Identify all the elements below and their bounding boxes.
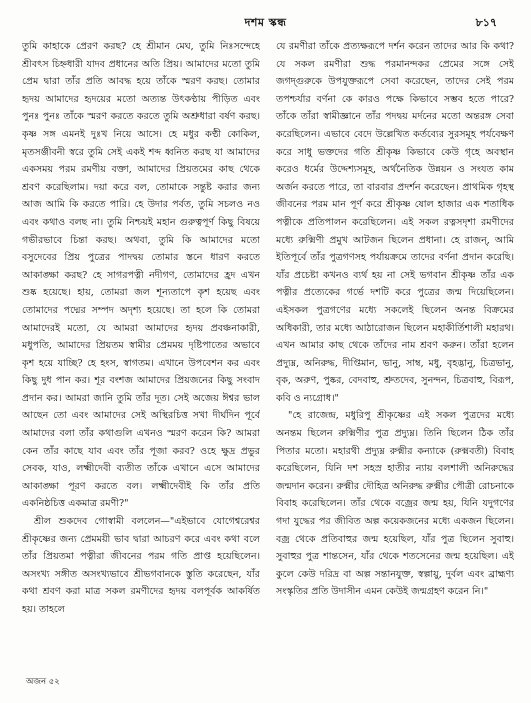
paragraph: তুমি কাহাকে প্রেরণ করছ? হে শ্রীমান মেঘ, তুমি নিঃসন্দেহে শ্রীবৎস চিহ্নধারী যাদব প্রধানের অতি প্রিয়। আমাদের মতো তুমি প্রেম দ্বারা তাঁর প্রতি আবদ্ধ হয়ে তাঁকে স্মরণ করছ। তোমার হৃদয় আমাদের হৃদয়ের মতো অত্যন্ত উৎকণ্ঠায় পীড়িত এবং পুনঃ পুনঃ তাঁকে স্মরণ করতে করতে তুমি অশ্রুধারা বর্ষণ করছ। কৃষ্ণ সঙ্গ এমনই দুঃখ নিয়ে আসে। হে মধুর কণ্ঠী কোকিল, মৃতসঞ্জীবনী স্বরে তুমি সেই একই শব্দ ধ্বনিত করছ যা আমাদের একসময় পরম রমণীয় বক্তা, আমাদের প্রিয়তমের কাছ থেকে শ্রবণ করেছিলাম। দয়া করে বল, তোমাকে সন্তুষ্ট করার জন্য আজ আমি কি করতে পারি। হে উদার পর্বত, তুমি সচলও নও এবং কথাও বলছ না। তুমি নিশ্চয়ই মহান গুরুত্বপূর্ণ কিছু বিষয়ে গভীরভাবে চিন্তা করছ। অথবা, তুমি কি আমাদের মতো বসুদেবের প্রিয় পুত্রের পাদদ্বয় তোমার স্তনে ধারণ করতে আকাঙ্ক্ষা করছ? হে সাগরপত্নী নদীগণ, তোমাদের হ্রদ এখন শুষ্ক হয়েছে। হায়, তোমরা জল শূন্যতাপে কৃশ হয়েছ এবং তোমাদের পদ্মের সম্পদ অদৃশ্য হয়েছে। তা হলে কি তোমরা আমাদেরই মতো, যে আমরা আমাদের হৃদয় প্রবঞ্চনাকারী, মধুপতি, আমাদের প্রিয়তম স্বামীর প্রেমময় দৃষ্টিপাতের অভাবে কৃশ হয়ে যাচ্ছি? হে হংস, স্বাগতম। এখানে উপবেশন কর এবং কিছু দুধ পান কর। শূর বংশজ আমাদের প্রিয়জনের কিছু সংবাদ প্রদান কর। আমরা জানি তুমি তাঁর দূত। সেই অজেয় ঈশ্বর ভাল আছেন তো এবং আমাদের সেই অস্থিরচিত্ত সখা দীর্ঘদিন পূর্বে আমাদের বলা তাঁর কথাগুলি এখনও স্মরণ করেন কি? আমরা কেন তাঁর কাছে যাব এবং তাঁর পূজা করব? ওহে ক্ষুদ্র প্রভুর সেবক, যাও, লক্ষ্মীদেবী ব্যতীত তাঁকে এখানে এসে আমাদের আকাঙ্ক্ষা পূরণ করতে বল। লক্ষ্মীদেবীই কি তাঁর প্রতি একনিষ্ঠচিত্ত একমাত্র রমণী?" (22, 41, 260, 510)
text-columns (22, 38, 514, 658)
page-header (0, 14, 531, 34)
page-number: ৮১৭ (475, 16, 497, 29)
right-column (276, 38, 514, 658)
page-footer: অজন ৫২ (26, 677, 60, 687)
paragraph: যে রমণীরা তাঁকে প্রত্যক্ষরূপে দর্শন করেন তাদের আর কি কথা? যে সকল রমণীরা শুদ্ধ পরমানন্দকর প্রেমের সঙ্গে সেই জগদ্গুরুকে উপযুক্তরূপে সেবা করেছেন, তাদের সেই পরম তপশ্চর্যার বর্ণনা কে কারও পক্ষে কিভাবে সম্ভব হতে পারে? তাঁকে তাঁরা স্বামীজ্ঞানে তাঁর পদদ্বয় মর্দনের মতো অন্তরঙ্গ সেবা করেছিলেন। এভাবে বেদে উল্লেখিত কর্তব্যের সুরসমূহ পর্যবেক্ষণ করে সাধু ভক্তদের গতি শ্রীকৃষ্ণ কিভাবে কেউ গৃহে অবস্থান করেও ধর্মের উদ্দেশ্যসমূহ, অর্থনৈতিক উন্নয়ন ও সংযত কাম অর্জন করতে পারে, তা বারবার প্রদর্শন করেছেন। প্রাথমিক গৃহস্থ জীবনের পরম মান পূর্ণ করে শ্রীকৃষ্ণ ষোল হাজার এক শতাধিক পত্নীকে প্রতিপালন করেছিলেন। এই সকল রত্নসদৃশা রমণীদের মধ্যে রুক্মিণী প্রমুখ আটজন ছিলেন প্রধানা। হে রাজন্, আমি ইতিপূর্বে তাঁর পুত্রগণসহ পর্যায়ক্রমে তাদের বর্ণনা প্রদান করেছি। যাঁর প্রচেষ্টা কখনও ব্যর্থ হয় না সেই ভগবান শ্রীকৃষ্ণ তাঁর এক পত্নীর প্রত্যেকের গর্ভে দশটি করে পুত্রের জন্ম দিয়েছিলেন। এইসকল পুত্রগণের মধ্যে সকলেই ছিলেন অনন্ত বিক্রমের অধিকারী, তার মধ্যে আঠারোজন ছিলেন মহাকীর্তিশালী মহারথ। এখন আমার কাছ থেকে তাঁদের নাম শ্রবণ করুন। তাঁরা হলেন প্রদ্যুম্ন, অনিরুদ্ধ, দীপ্তিমান, ভানু, সাম্ব, মধু, বৃহদ্ভানু, চিত্রভানু, বৃক, অরুণ, পুষ্কর, বেদবাহু, শ্রুতদেব, সুনন্দন, চিত্রবাহু, বিরূপ, কবি ও ন্যগ্রোধ।" (276, 41, 514, 404)
paragraph: শ্রীল শুকদেব গোস্বামী বললেন—"এইভাবে যোগেশ্বরেশ্বর শ্রীকৃষ্ণের জন্য প্রেমময়ী ভাব দ্বারা আচরণ করে এবং কথা বলে তাঁর প্রিয়তমা পত্নীরা জীবনের পরম গতি প্রাপ্ত হয়েছিলেন। অসংখ্য সঙ্গীত অসংখ্যভাবে শ্রীভগবানকে স্তুতি করেছেন, যাঁর কথা শ্রবণ করা মাত্র সকল রমণীদের হৃদয় বলপূর্বক আকর্ষিত হয়। তাহলে (22, 516, 260, 615)
paragraph: "হে রাজেন্দ্র, মধুরিপু শ্রীকৃষ্ণের এই সকল পুত্রদের মধ্যে অনন্তম ছিলেন রুক্মিণীর পুত্র প্রদ্যুম্ন। তিনি ছিলেন ঠিক তাঁর পিতার মতো। মহারথী প্রদ্যুম্ন রুক্মীর কন্যাকে (রুক্মবতী) বিবাহ করেছিলেন, যিনি দশ সহস্র হাতীর ন্যায় বলশালী অনিরুদ্ধের জন্মদান করেন। রুক্মীর দৌহিত্র অনিরুদ্ধ রুক্মীর পৌত্রী রোচনাকে বিবাহ করেছিলেন। তাঁর থেকে বজ্রের জন্ম হয়, যিনি যদুগণের গদা যুদ্ধের পর জীবিত অল্প কয়েকজনের মধ্যে একজন ছিলেন। বজ্র থেকে প্রতিবাহুর জন্ম হয়েছিল, যাঁর পুত্র ছিলেন সুবাহু। সুবাহুর পুত্র শান্তসেন, যাঁর থেকে শতসেনের জন্ম হয়েছিল। এই কুলে কেউ দরিদ্র বা অল্প সন্তানযুক্ত, স্বল্পায়ু, দুর্বল এবং ব্রাহ্মণ্য সংস্কৃতির প্রতি উদাসীন এমন কেউই জন্মগ্রহণ করেন নি।" (276, 410, 514, 598)
left-column (22, 38, 260, 658)
chapter-title: দশম স্কন্ধ (244, 16, 287, 29)
